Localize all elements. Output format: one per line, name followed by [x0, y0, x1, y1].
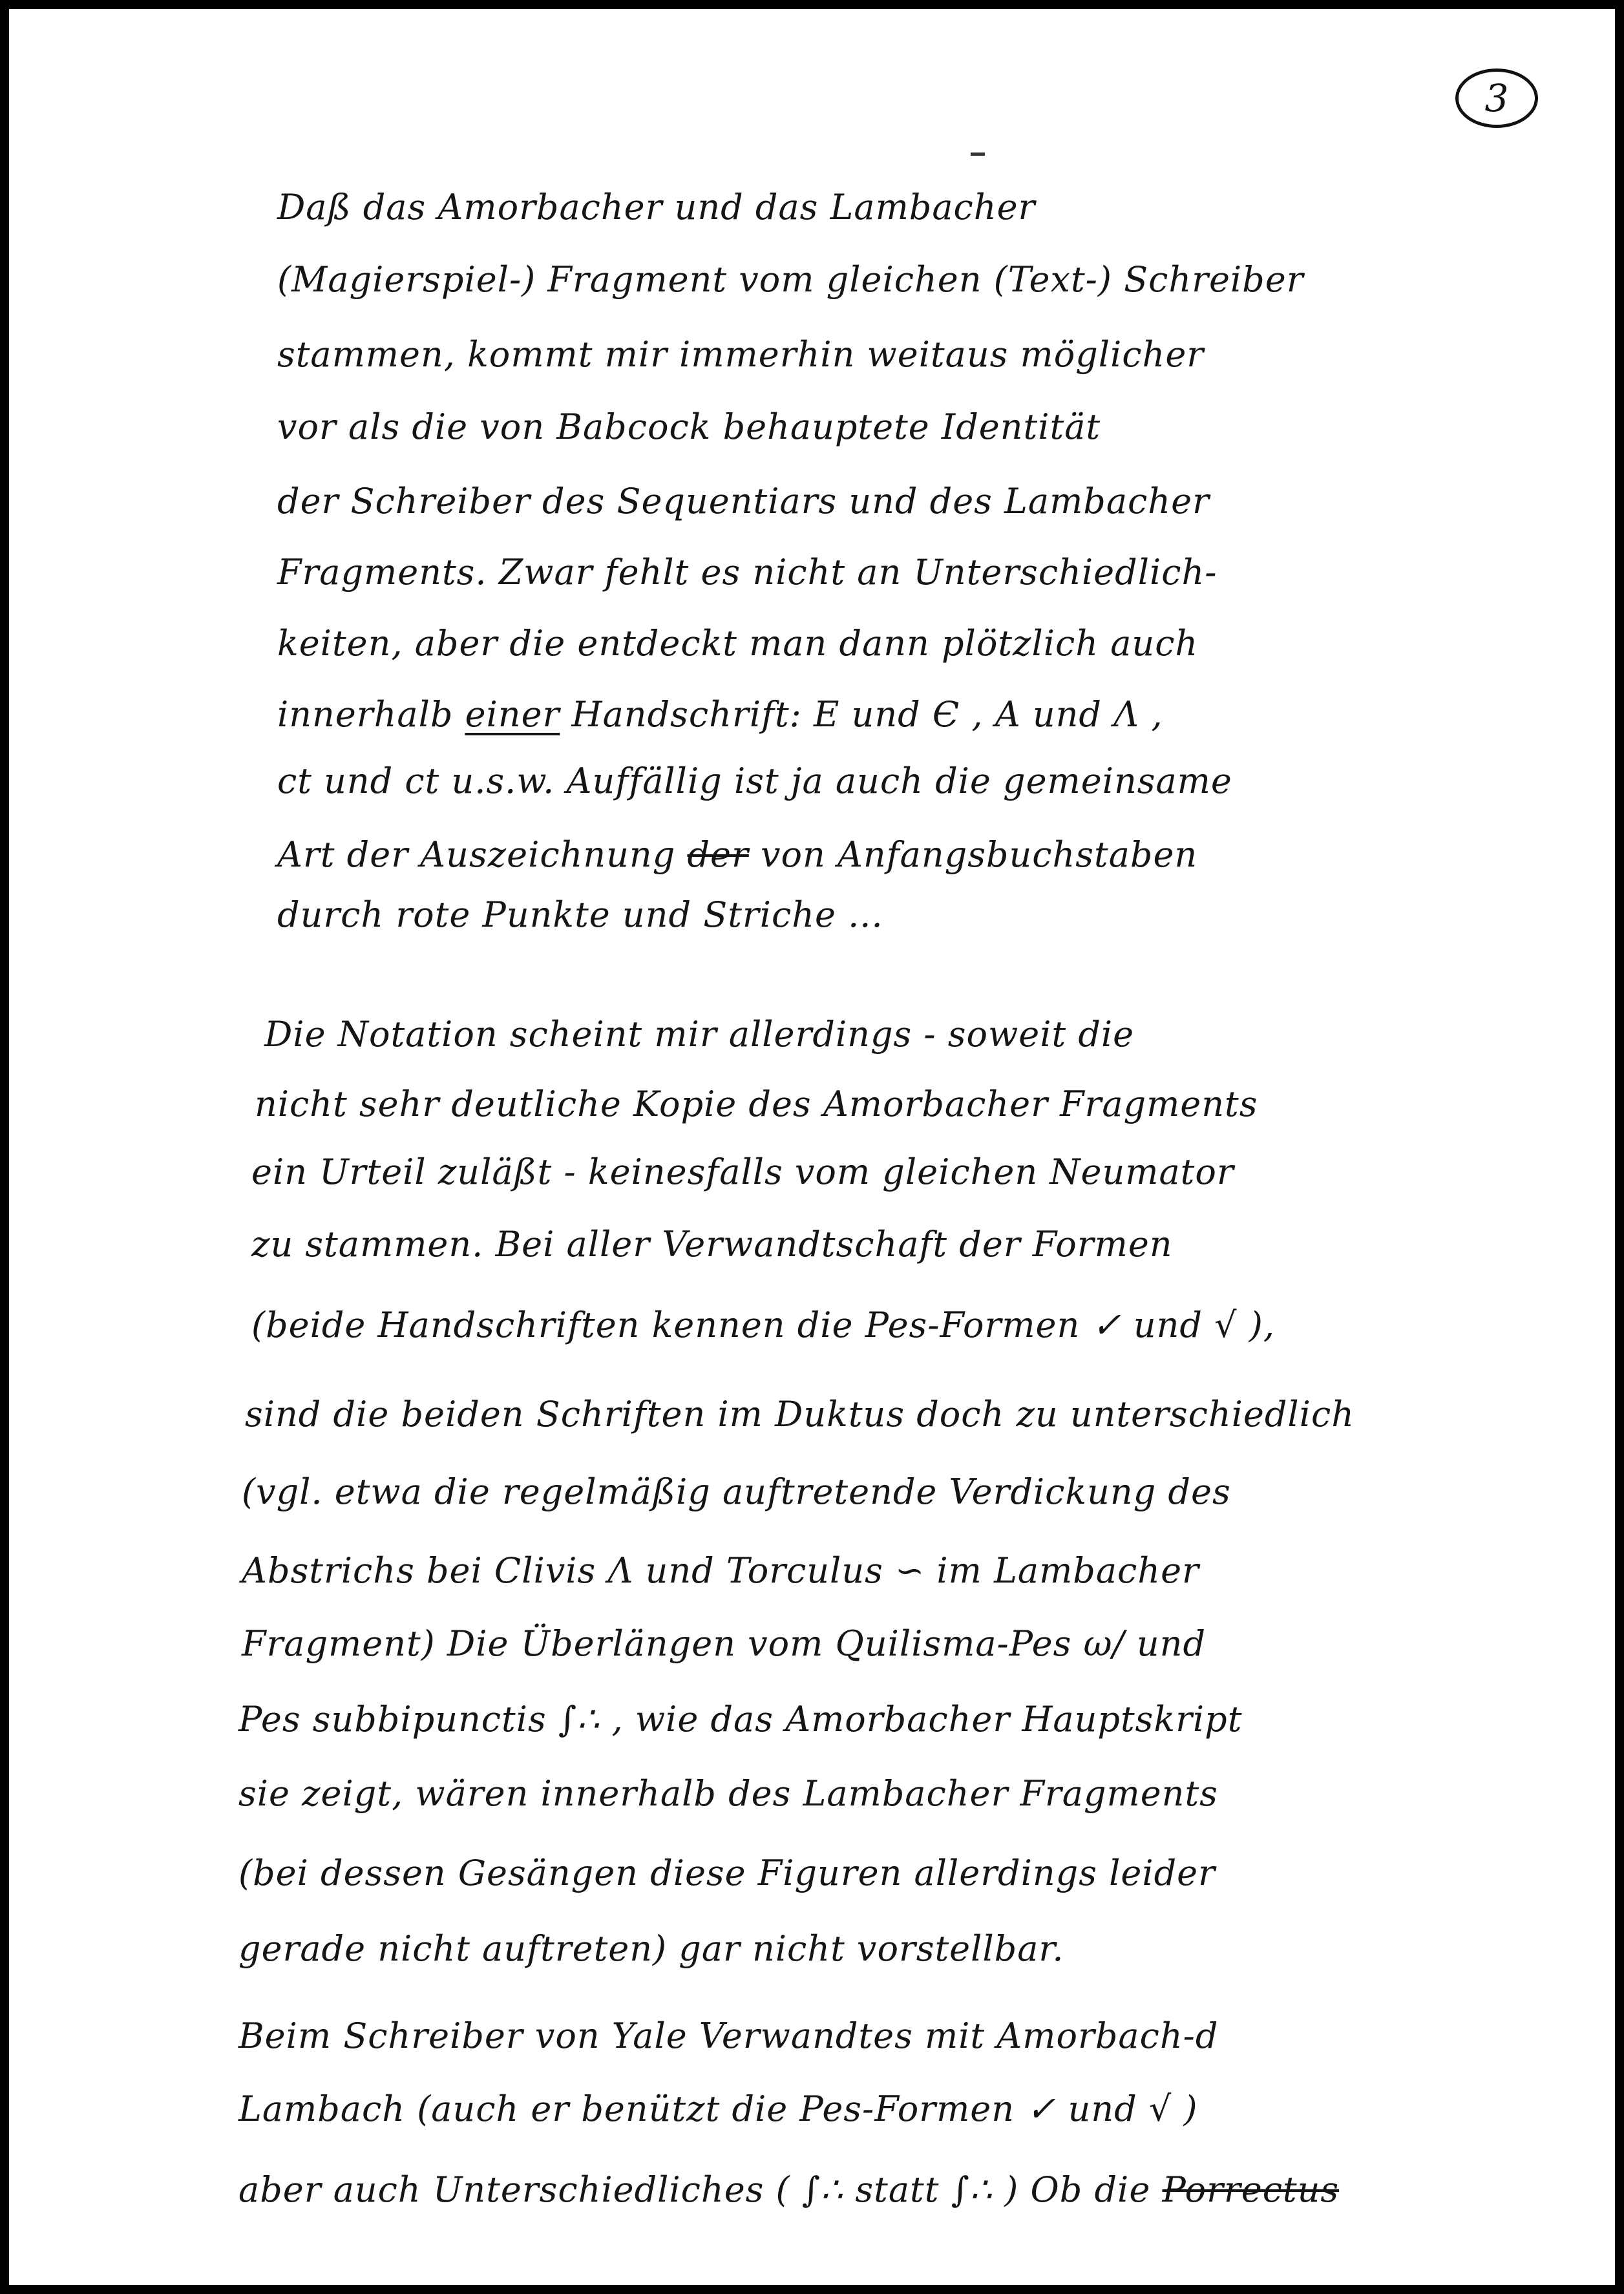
text-line: zu stammen. Bei aller Verwandtschaft der Formen — [251, 1224, 1173, 1265]
text-line — [277, 834, 1198, 875]
text-line: Abstrichs bei Clivis Λ und Torculus ∽ im Lambacher — [242, 1550, 1199, 1591]
text-segment: von Anfangsbuchstaben — [748, 834, 1198, 875]
text-line: Beim Schreiber von Yale Verwandtes mit Amorbach-d — [238, 2015, 1219, 2056]
text-line: Pes subbipunctis ∫∴ , wie das Amorbacher Hauptskript — [238, 1699, 1243, 1740]
text-line — [277, 694, 1163, 735]
text-line: gerade nicht auftreten) gar nicht vorstellbar. — [238, 1928, 1064, 1969]
text-segment: Art der Auszeichnung — [277, 834, 688, 875]
text-line: (vgl. etwa die regelmäßig auftretende Verdickung des — [242, 1471, 1231, 1512]
struck-word: der — [687, 834, 749, 875]
text-line: (Magierspiel-) Fragment vom gleichen (Text-) Schreiber — [277, 259, 1304, 300]
text-line: Fragments. Zwar fehlt es nicht an Unterschiedlich- — [277, 552, 1218, 593]
text-line: stammen, kommt mir immerhin weitaus möglicher — [277, 334, 1205, 375]
text-line: vor als die von Babcock behauptete Identität — [277, 406, 1101, 447]
struck-word: Porrectus — [1162, 2169, 1340, 2210]
text-line: Lambach (auch er benützt die Pes-Formen ✓ und √ ) — [238, 2089, 1198, 2129]
text-line: durch rote Punkte und Striche ... — [277, 894, 883, 935]
underlined-word: einer — [465, 694, 560, 735]
text-line: Fragment) Die Überlängen vom Quilisma-Pes ω/ und — [242, 1623, 1207, 1664]
text-line: (beide Handschriften kennen die Pes-Formen ✓ und √ ), — [251, 1305, 1275, 1345]
ink-mark — [971, 153, 985, 156]
text-line: der Schreiber des Sequentiars und des Lambacher — [277, 481, 1210, 521]
text-line: sind die beiden Schriften im Duktus doch zu unterschiedlich — [245, 1394, 1355, 1435]
text-line: nicht sehr deutliche Kopie des Amorbacher Fragments — [255, 1084, 1258, 1124]
text-line: sie zeigt, wären innerhalb des Lambacher Fragments — [238, 1773, 1218, 1814]
text-line — [238, 2169, 1340, 2210]
page-number: 3 — [1455, 68, 1538, 128]
text-line: ein Urteil zuläßt - keinesfalls vom gleichen Neumator — [251, 1152, 1234, 1192]
text-line: (bei dessen Gesängen diese Figuren allerdings leider — [238, 1853, 1216, 1893]
text-line: ct und ct u.s.w. Auffällig ist ja auch die gemeinsame — [277, 761, 1232, 801]
text-segment: Handschrift: E und Є , A und Λ , — [560, 694, 1163, 735]
text-segment: innerhalb — [277, 694, 465, 735]
text-segment: aber auch Unterschiedliches ( ∫∴ statt ∫∴ ) Ob die — [238, 2169, 1163, 2210]
text-line: Die Notation scheint mir allerdings - soweit die — [264, 1014, 1135, 1055]
text-line: keiten, aber die entdeckt man dann plötzlich auch — [277, 623, 1199, 664]
text-line: Daß das Amorbacher und das Lambacher — [277, 187, 1036, 227]
